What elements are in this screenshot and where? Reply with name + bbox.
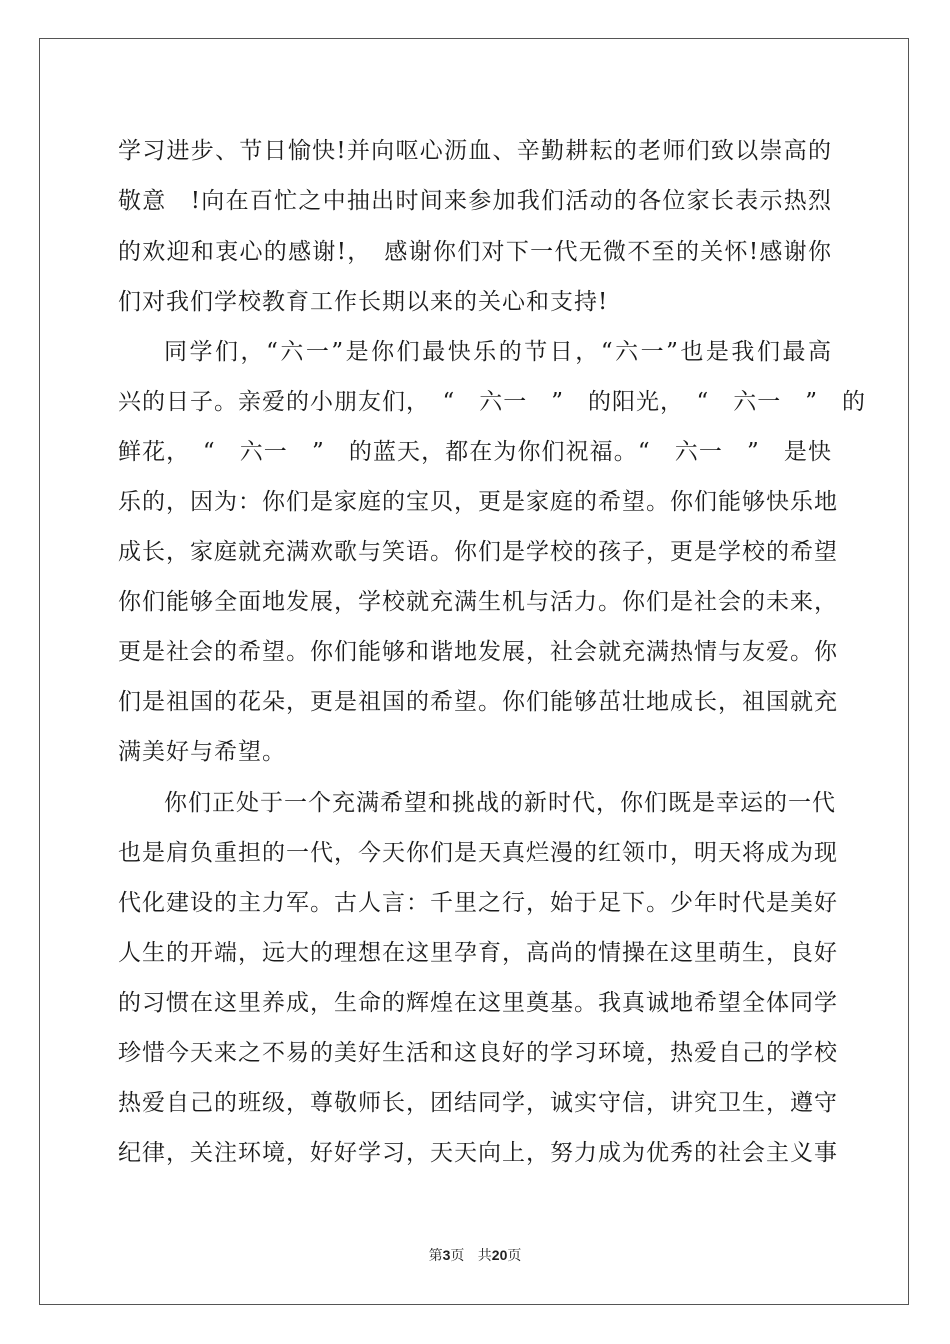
total-prefix: 共 [477, 1248, 492, 1264]
body-line: 敬意 !向在百忙之中抽出时间来参加我们活动的各位家长表示热烈 [118, 188, 832, 214]
body-line: 的习惯在这里养成，生命的辉煌在这里奠基。我真诚地希望全体同学 [118, 990, 838, 1016]
paragraph-first-line: 你们正处于一个充满希望和挑战的新时代，你们既是幸运的一代 [164, 790, 836, 816]
body-line: 们是祖国的花朵，更是祖国的希望。你们能够茁壮地成长，祖国就充 [118, 689, 838, 715]
page-number: 3 [442, 1247, 451, 1263]
body-line: 乐的，因为：你们是家庭的宝贝，更是家庭的希望。你们能够快乐地 [118, 489, 838, 515]
body-line: 热爱自己的班级，尊敬师长，团结同学，诚实守信，讲究卫生，遵守 [118, 1090, 838, 1116]
body-line: 们对我们学校教育工作长期以来的关心和支持! [118, 289, 609, 315]
body-line: 的欢迎和衷心的感谢!， 感谢你们对下一代无微不至的关怀!感谢你 [118, 239, 832, 265]
body-line: 你们能够全面地发展，学校就充满生机与活力。你们是社会的未来， [118, 589, 838, 615]
body-line: 珍惜今天来之不易的美好生活和这良好的学习环境，热爱自己的学校 [118, 1040, 838, 1066]
page-prefix: 第 [428, 1248, 443, 1264]
body-line: 学习进步、节日愉快!并向呕心沥血、辛勤耕耘的老师们致以崇高的 [118, 138, 832, 164]
body-line: 人生的开端，远大的理想在这里孕育，高尚的情操在这里萌生，良好 [118, 940, 838, 966]
body-line: 满美好与希望。 [118, 739, 286, 765]
page-suffix: 页 [450, 1248, 465, 1264]
body-line: 代化建设的主力军。古人言：千里之行，始于足下。少年时代是美好 [118, 890, 838, 916]
body-line: 兴的日子。亲爱的小朋友们， “ 六一 ” 的阳光， “ 六一 ” 的 [118, 389, 867, 415]
body-line: 也是肩负重担的一代，今天你们是天真烂漫的红领巾，明天将成为现 [118, 840, 838, 866]
body-line: 纪律，关注环境，好好学习，天天向上，努力成为优秀的社会主义事 [118, 1140, 838, 1166]
body-line: 更是社会的希望。你们能够和谐地发展，社会就充满热情与友爱。你 [118, 639, 838, 665]
page-footer [0, 1245, 950, 1265]
total-pages: 20 [491, 1247, 508, 1263]
total-suffix: 页 [507, 1248, 522, 1264]
body-line: 鲜花， “ 六一 ” 的蓝天，都在为你们祝福。“ 六一 ” 是快 [118, 439, 832, 465]
paragraph-first-line: 同学们，“六一”是你们最快乐的节日，“六一”也是我们最高 [164, 339, 832, 365]
body-line: 成长，家庭就充满欢歌与笑语。你们是学校的孩子，更是学校的希望 [118, 539, 838, 565]
